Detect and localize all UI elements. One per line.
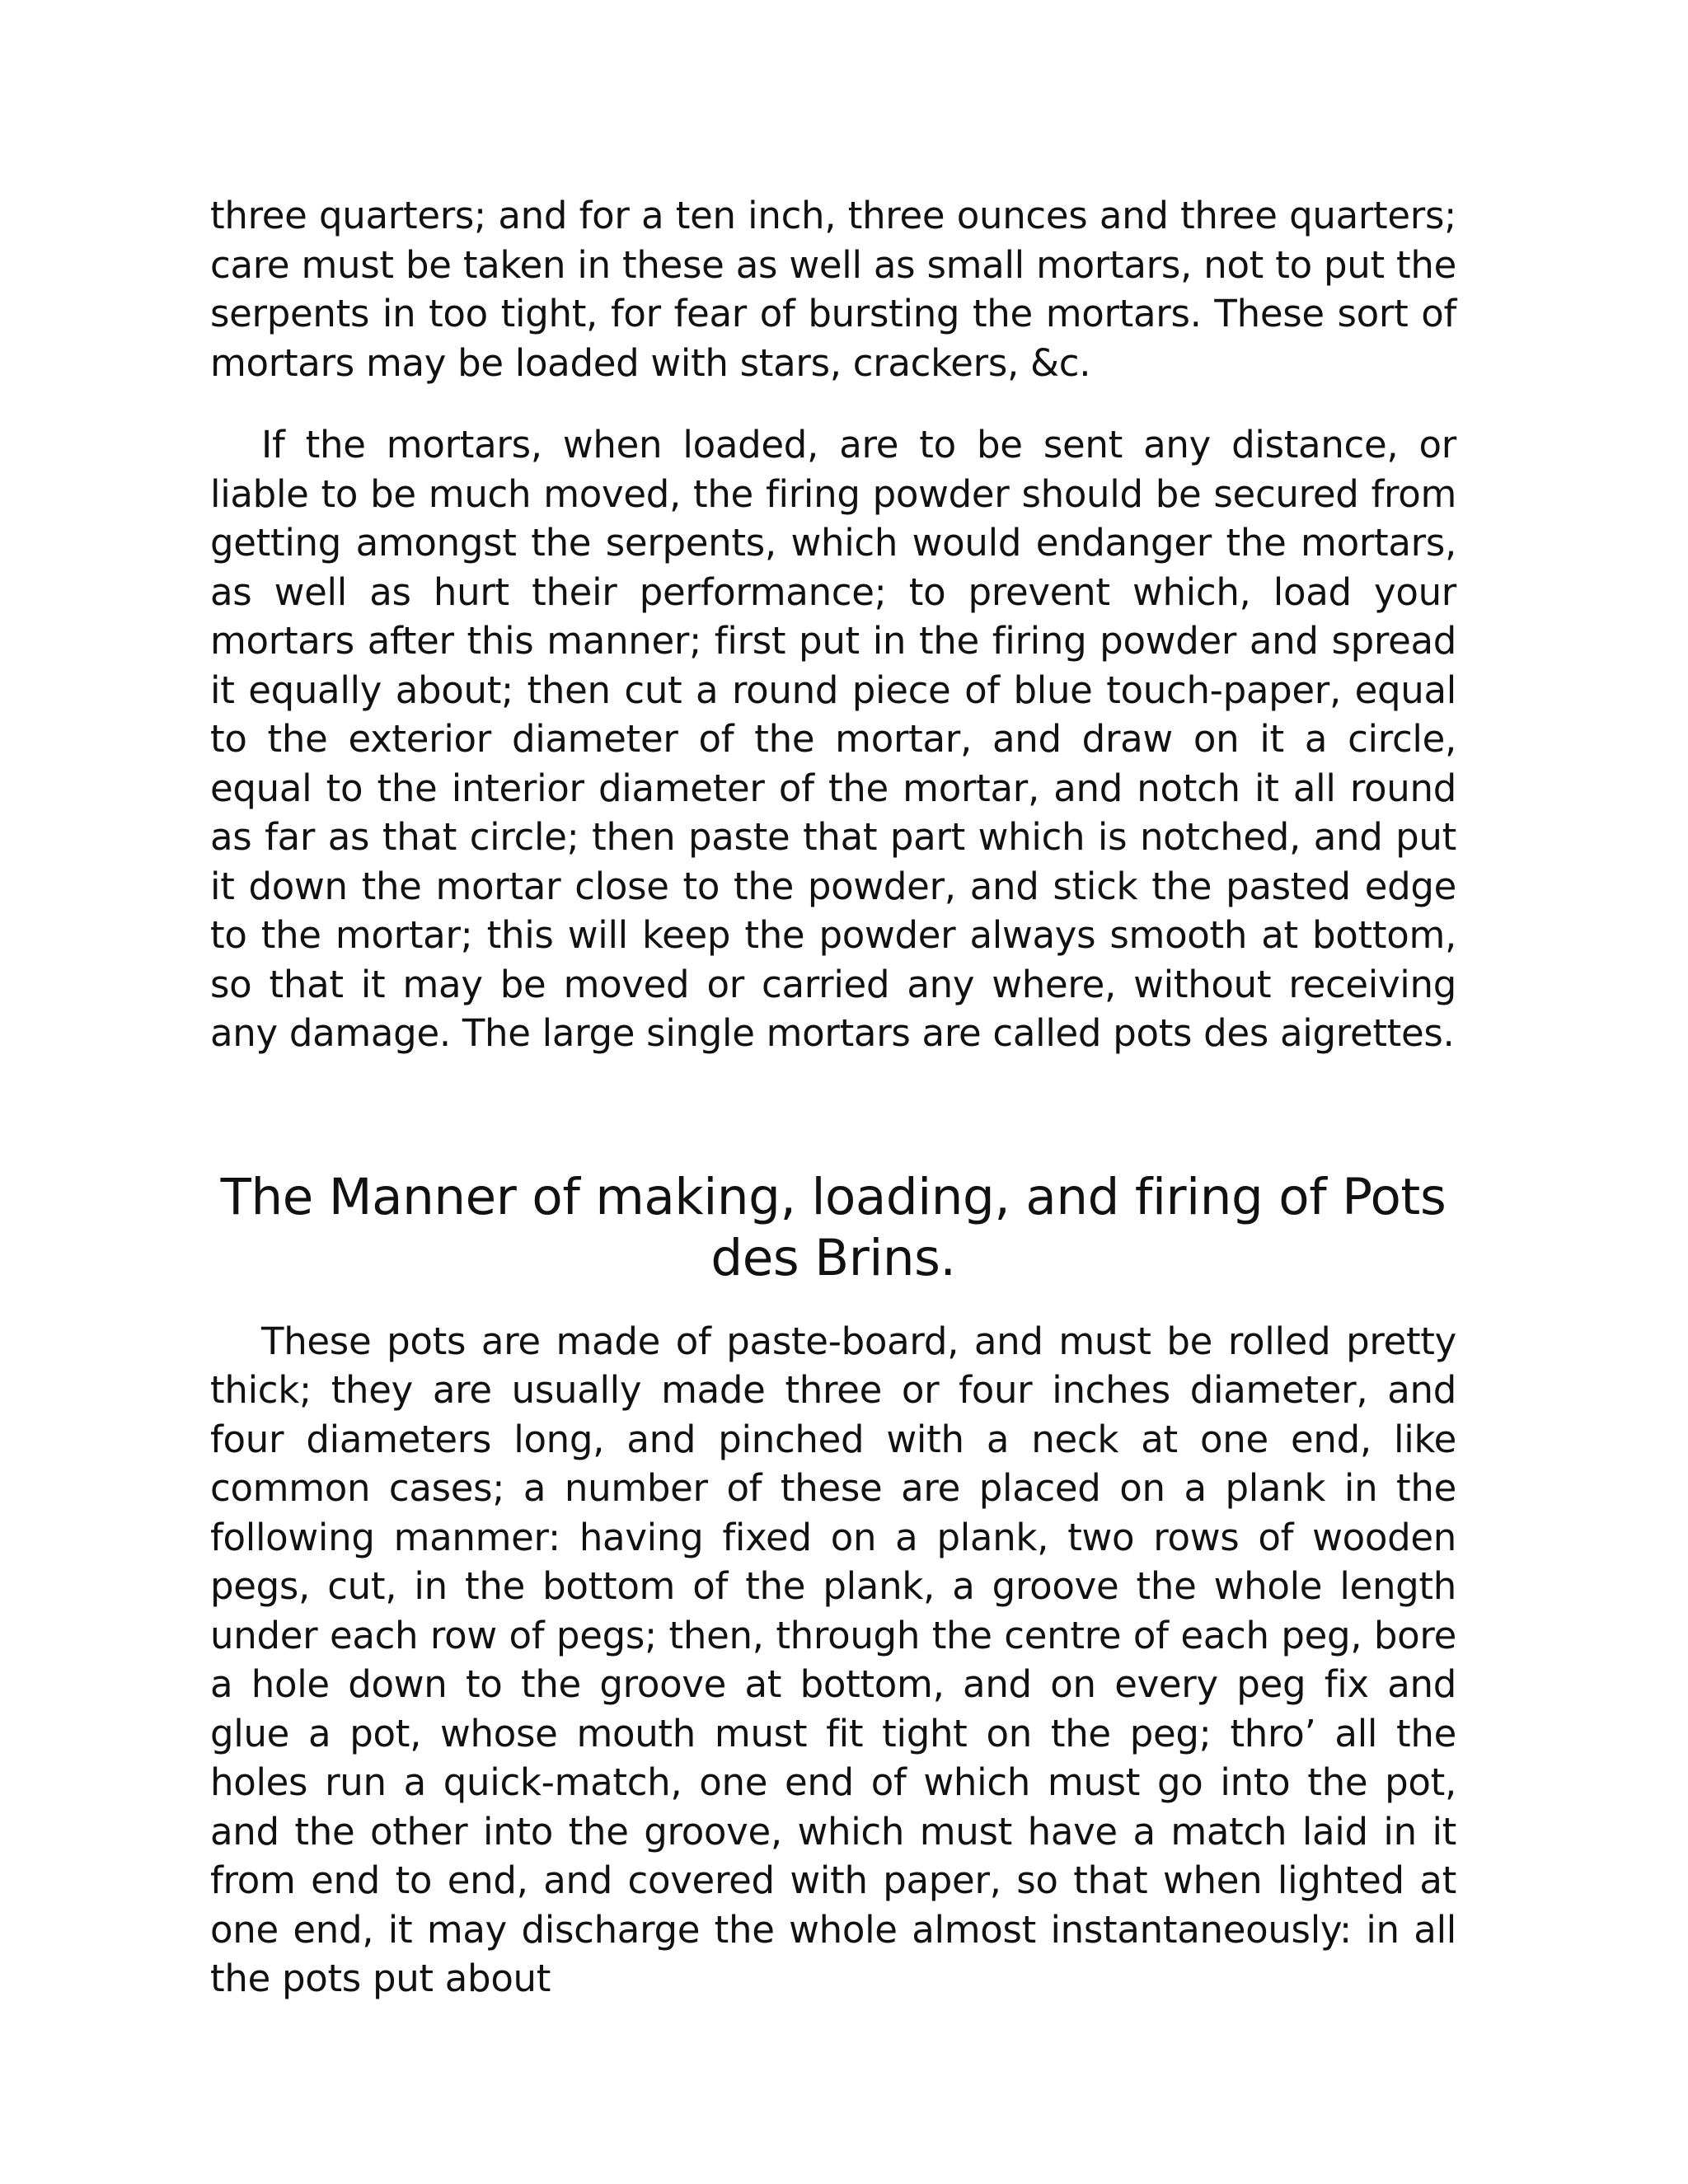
paragraph-pots-des-brins: These pots are made of paste-board, and must be rolled pretty thick; they are usually made three or four inches diameter, and four diameters long, and pinched with a neck at one end, like common cases; a number of these are placed on a plank in the following manmer: having fixed on a plank, two rows of wooden pegs, cut, in the bottom of the plank, a groove the whole length under each row of pegs; then, through the centre of each peg, bore a hole down to the groove at bottom, and on every peg fix and glue a pot, whose mouth must fit tight on the peg; thro’ all the holes run a quick-match, one end of which must go into the pot, and the other into the groove, which must have a match laid in it from end to end, and covered with paper, so that when lighted at one end, it may discharge the whole almost instantaneously: in all the pots put about xyxy=(210,1319,1456,2000)
section-spacer xyxy=(210,1058,1456,1167)
heading-spacer xyxy=(210,1289,1456,1317)
paragraph-spacer xyxy=(210,387,1456,420)
paragraph-loading-mortars: If the mortars, when loaded, are to be sent any distance, or liable to be much moved, the firing powder should be secured from getting amongst the serpents, which would endanger the mortars, as well as hurt their performance; to prevent which, load your mortars after this manner; first put in the firing powder and spread it equally about; then cut a round piece of blue touch-paper, equal to the exterior diameter of the mortar, and draw on it a circle, equal to the interior diameter of the mortar, and notch it all round as far as that circle; then paste that part which is notched, and put it down the mortar close to the powder, and stick the pasted edge to the mortar; this will keep the powder always smooth at bottom, so that it may be moved or carried any where, without receiving any damage. The large single mortars are called pots des aigrettes. xyxy=(210,423,1456,1055)
section-heading: The Manner of making, loading, and firing of Pots des Brins. xyxy=(220,1167,1447,1287)
page-content xyxy=(210,191,1456,2004)
paragraph-continued: three quarters; and for a ten inch, three ounces and three quarters; care must be taken in these as well as small mortars, not to put the serpents in too tight, for fear of bursting the mortars. These sort of mortars may be loaded with stars, crackers, &c. xyxy=(210,194,1456,385)
